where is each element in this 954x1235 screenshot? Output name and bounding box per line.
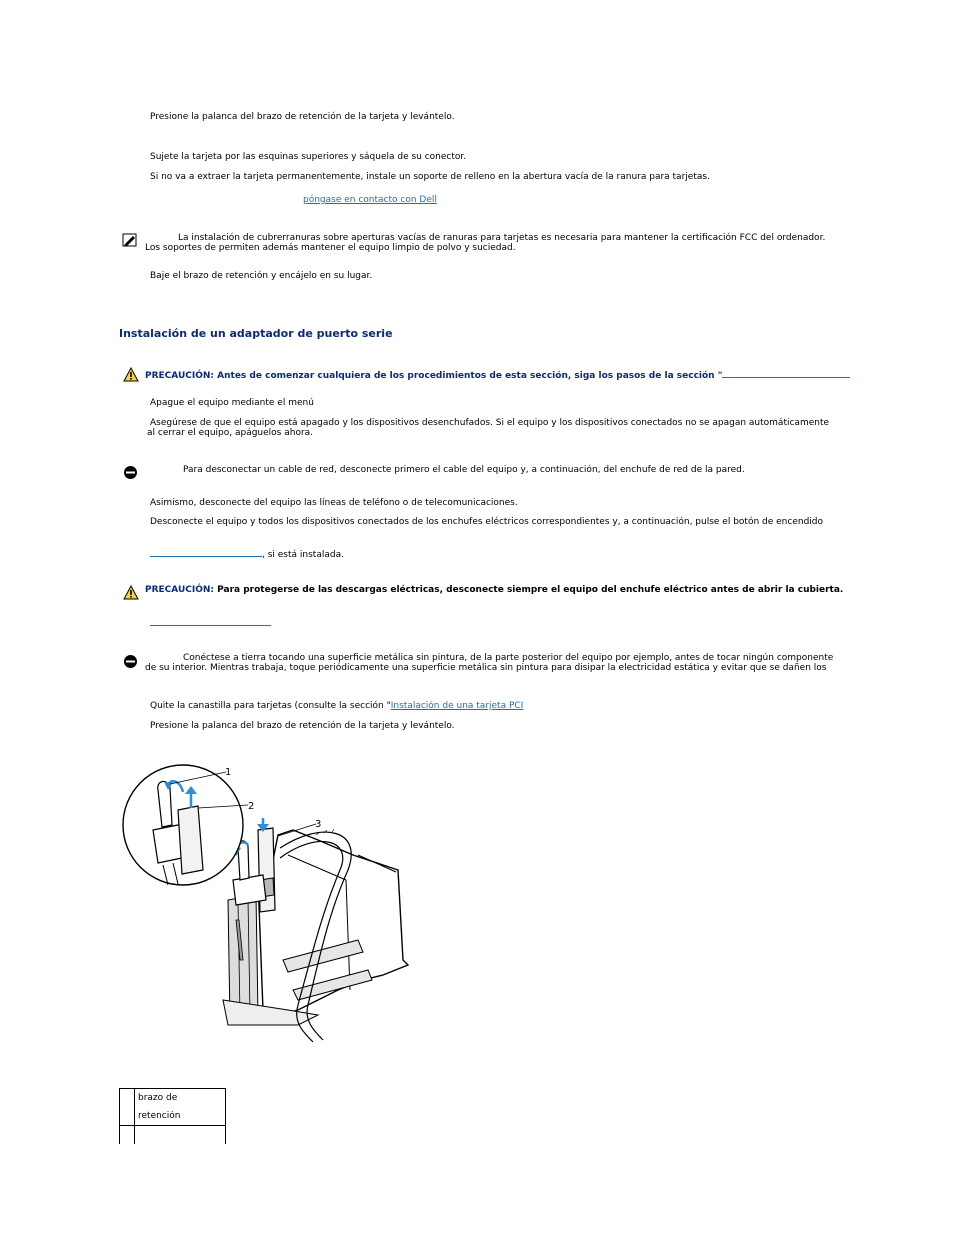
caution-2 — [145, 585, 843, 596]
note-pencil-icon — [122, 233, 138, 247]
legend-label: brazo de retención — [135, 1089, 226, 1126]
pci-install-link[interactable]: Instalación de una tarjeta PCI — [390, 701, 524, 711]
figure-legend-table — [119, 1088, 226, 1144]
notice-network-cable: Para desconectar un cable de red, desconecte primero el cable del equipo y, a continuación, del enchufe de red de la pared. — [183, 465, 745, 475]
step-press-lever-2: Presione la palanca del brazo de retención de la tarjeta y levántelo. — [150, 721, 455, 731]
notice-icon — [123, 465, 138, 480]
legend-num — [120, 1126, 135, 1145]
contact-dell-link[interactable] — [303, 195, 437, 206]
contact-dell-link-text[interactable]: póngase en contacto con Dell — [303, 195, 437, 205]
step-disconnect-phone: Asimismo, desconecte del equipo las líneas de teléfono o de telecomunicaciones. — [150, 498, 518, 508]
note-text-line2: Los soportes de permiten además mantener el equipo limpio de polvo y suciedad. — [145, 243, 516, 253]
step-install-filler: Si no va a extraer la tarjeta permanentemente, instale un soporte de relleno en la abertura vacía de la ranura para tarjetas. — [150, 172, 710, 182]
installed-link[interactable] — [150, 547, 262, 557]
caution-1-text: Antes de comenzar cualquiera de los procedimientos de esta sección, siga los pasos de la sección " — [217, 371, 723, 381]
notice-ground-line1: Conéctese a tierra tocando una superficie metálica sin pintura, de la parte posterior del equipo por ejemplo, antes de tocar ningún componente — [183, 653, 834, 663]
legend-label — [135, 1126, 226, 1145]
step-ensure-line1: Asegúrese de que el equipo está apagado y los dispositivos desenchufados. Si el equipo y los dispositivos conectados no se apagan automáticamente — [150, 418, 830, 428]
step-ensure-line2: al cerrar el equipo, apáguelos ahora. — [147, 428, 314, 438]
caution-2-text: Para protegerse de las descargas eléctricas, desconecte siempre el equipo del enchufe eléctrico antes de abrir la cubierta. — [217, 585, 844, 595]
step-installed — [150, 547, 344, 561]
callout-1: 1 — [225, 767, 232, 778]
note-text-line1: La instalación de cubrerranuras sobre aperturas vacías de ranuras para tarjetas es necesaria para mantener la certificación FCC del ordenador. — [178, 233, 826, 243]
legend-num — [120, 1089, 135, 1126]
step-press-lever: Presione la palanca del brazo de retención de la tarjeta y levántelo. — [150, 112, 455, 122]
section-title: Instalación de un adaptador de puerto serie — [119, 327, 393, 340]
installed-text: , si está instalada. — [262, 550, 344, 560]
callout-3: 3 — [315, 819, 322, 830]
table-row — [120, 1089, 226, 1126]
serial-adapter-figure — [118, 760, 418, 1050]
caution-1-label: PRECAUCIÓN: — [145, 371, 215, 381]
notice-ground-line2: de su interior. Mientras trabaja, toque periódicamente una superficie metálica sin pintura para disipar la electricidad estática y evitar que se dañen los — [145, 663, 827, 673]
step-remove-cage-text: Quite la canastilla para tarjetas (consulte la sección " — [150, 701, 391, 711]
caution-icon — [123, 367, 139, 382]
step-lower-arm: Baje el brazo de retención y encájelo en su lugar. — [150, 271, 373, 281]
step-turn-off: Apague el equipo mediante el menú — [150, 398, 314, 408]
table-row — [120, 1126, 226, 1145]
step-remove-cage — [150, 701, 523, 712]
open-cover-link-line[interactable] — [150, 616, 271, 626]
caution-2-label: PRECAUCIÓN: — [145, 585, 215, 595]
caution-1-link[interactable] — [722, 368, 850, 378]
step-unplug: Desconecte el equipo y todos los dispositivos conectados de los enchufes eléctricos correspondientes y, a continuación, pulse el botón de encendido — [150, 517, 823, 527]
open-cover-link[interactable] — [150, 616, 271, 629]
callout-2: 2 — [248, 801, 255, 812]
notice-icon — [123, 654, 138, 669]
caution-icon — [123, 585, 139, 600]
step-grasp-card: Sujete la tarjeta por las esquinas superiores y sáquela de su conector. — [150, 152, 467, 162]
caution-1 — [145, 368, 850, 382]
